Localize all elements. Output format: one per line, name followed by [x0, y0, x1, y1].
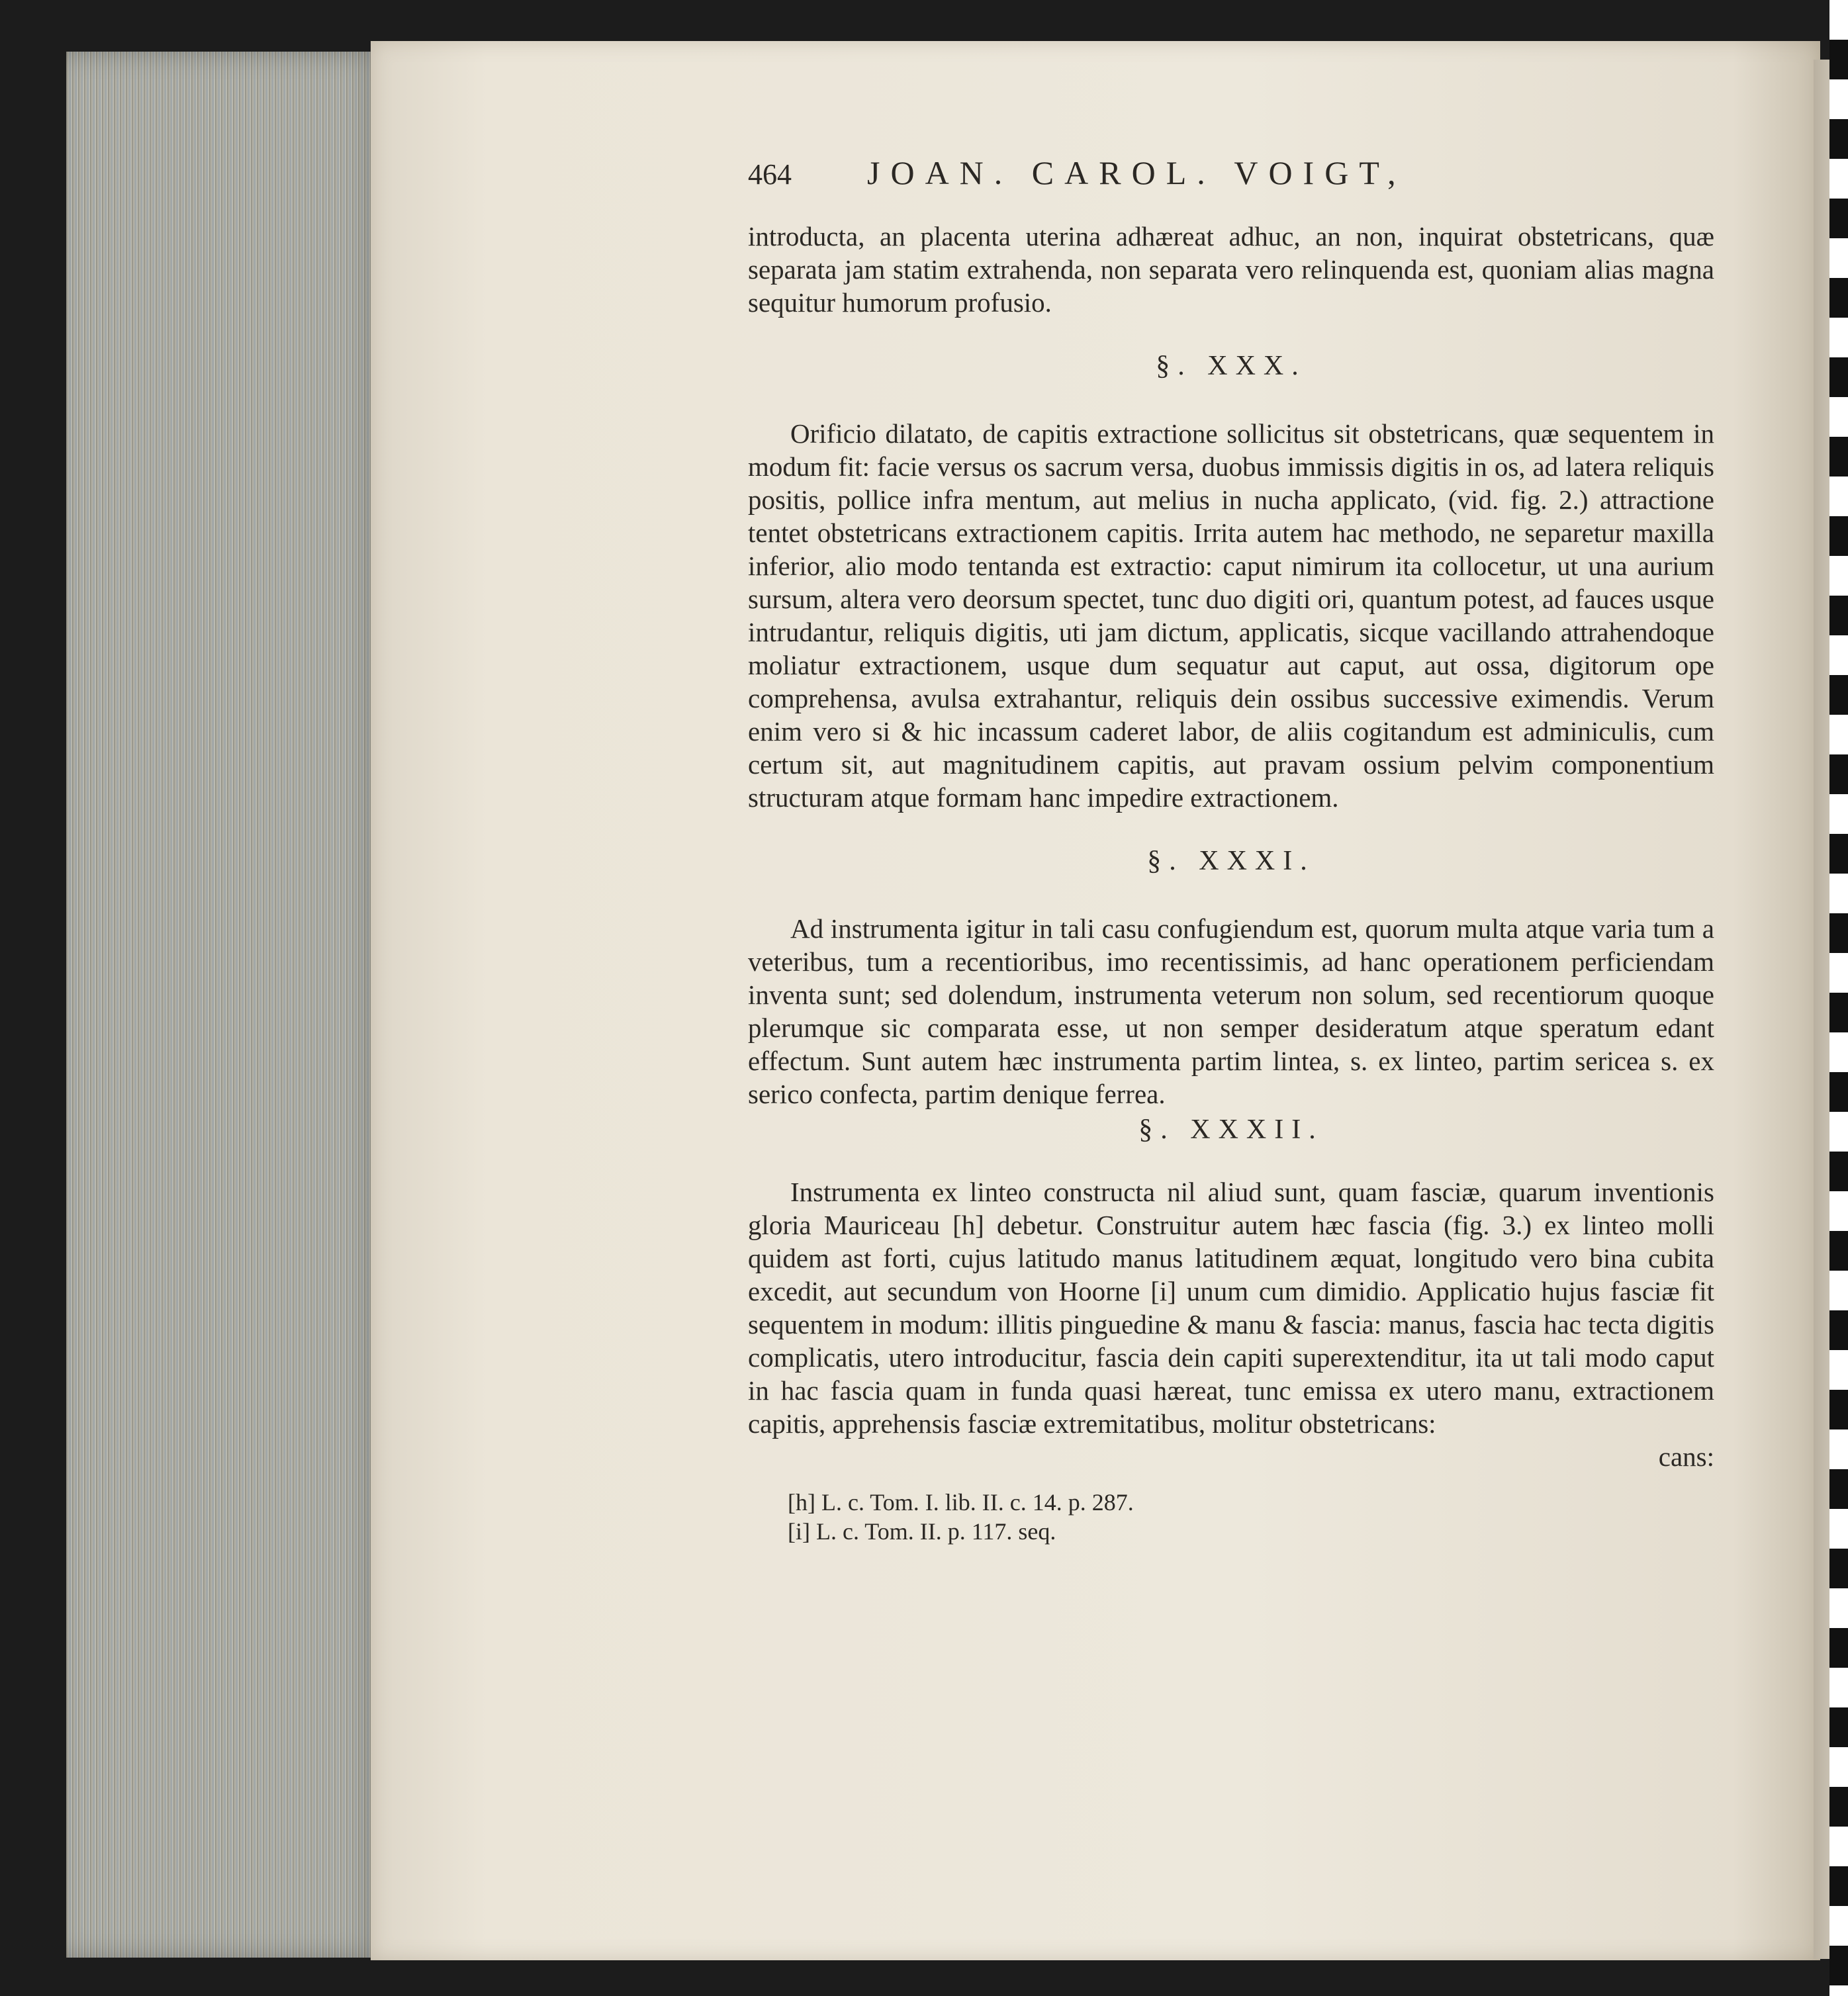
paragraph-section-32: Instrumenta ex linteo constructa nil aliud sunt, quam fasciæ, quarum inventionis gloria Mauriceau [h] debetur. Construitur autem hæc fascia (fig. 3.) ex linteo molli quidem ast forti, cujus latitudo manus latitudinem æquat, longitudo vero bina cubita excedit, aut secundum von Hoorne [i] unum cum dimidio. Applicatio hujus fasciæ fit sequentem in modum: illitis pinguedine & manu & fascia: manus, fascia hac tecta digitis complicatis, utero introducitur, fascia dein capiti superextenditur, ita ut tali modo caput in hac fascia quam in funda quasi hæreat, tunc emissa ex utero manu, extractionem capitis, apprehensis fasciæ extremitatibus, molitur obstetricans: [748, 1177, 1714, 1439]
scale-ruler [1829, 0, 1848, 1996]
page-text-block [748, 156, 1714, 1546]
running-head: JOAN. CAROL. VOIGT, [867, 154, 1407, 191]
paragraph-continued: introducta, an placenta uterina adhæreat adhuc, an non, inquirat obstetricans, quæ separata jam statim extrahenda, non separata vero relinquenda est, quoniam alias magna sequitur humorum profusio. [748, 221, 1714, 318]
page-header [748, 156, 1714, 220]
section-heading-31: §. XXXI. [1147, 846, 1315, 876]
page-number: 464 [748, 158, 792, 191]
catchword: cans: [1658, 1441, 1714, 1472]
footnote-i: [i] L. c. Tom. II. p. 117. seq. [788, 1518, 1056, 1545]
book-fore-edge [66, 52, 384, 1958]
footnotes [748, 1488, 1714, 1546]
paragraph-section-30: Orificio dilatato, de capitis extractione sollicitus sit obstetricans, quæ sequentem in modum fit: facie versus os sacrum versa, duobus immissis digitis in os, ad latera reliquis positis, pollice infra mentum, aut melius in nucha applicato, (vid. fig. 2.) attractione tentet obstetricans extractionem capitis. Irrita autem hac methodo, ne separetur maxilla inferior, alio modo tentanda est extractio: caput nimirum ita collocetur, ut una aurium sursum, altera vero deorsum spectet, tunc duo digiti ori, quantum potest, ad fauces usque intrudantur, reliquis digitis, uti jam dictum, applicatis, sicque vacillando attrahendoque moliatur extractionem, usque dum sequatur aut caput, aut ossa, digitorum ope comprehensa, avulsa extrahantur, reliquis dein ossibus successive eximendis. Verum enim vero si & hic incassum caderet labor, de aliis cogitandum est adminiculis, cum certum sit, aut magnitudinem capitis, aut pravam ossium pelvim componentium structuram atque formam hanc impedire extractionem. [748, 418, 1714, 813]
paragraph-section-31: Ad instrumenta igitur in tali casu confugiendum est, quorum multa atque varia tum a veteribus, tum a recentioribus, imo recentissimis, ad hanc operationem perficiendam inventa sunt; sed dolendum, instrumenta veterum non solum, sed recentiorum quoque plerumque sic comparata esse, ut non semper desideratum atque speratum edant effectum. Sunt autem hæc instrumenta partim lintea, s. ex linteo, partim sericea s. ex serico confecta, partim denique ferrea. [748, 913, 1714, 1109]
section-heading-32: §. XXXII. [1138, 1114, 1324, 1145]
footnote-h: [h] L. c. Tom. I. lib. II. c. 14. p. 287. [788, 1489, 1134, 1516]
section-heading-30: §. XXX. [1156, 351, 1307, 381]
